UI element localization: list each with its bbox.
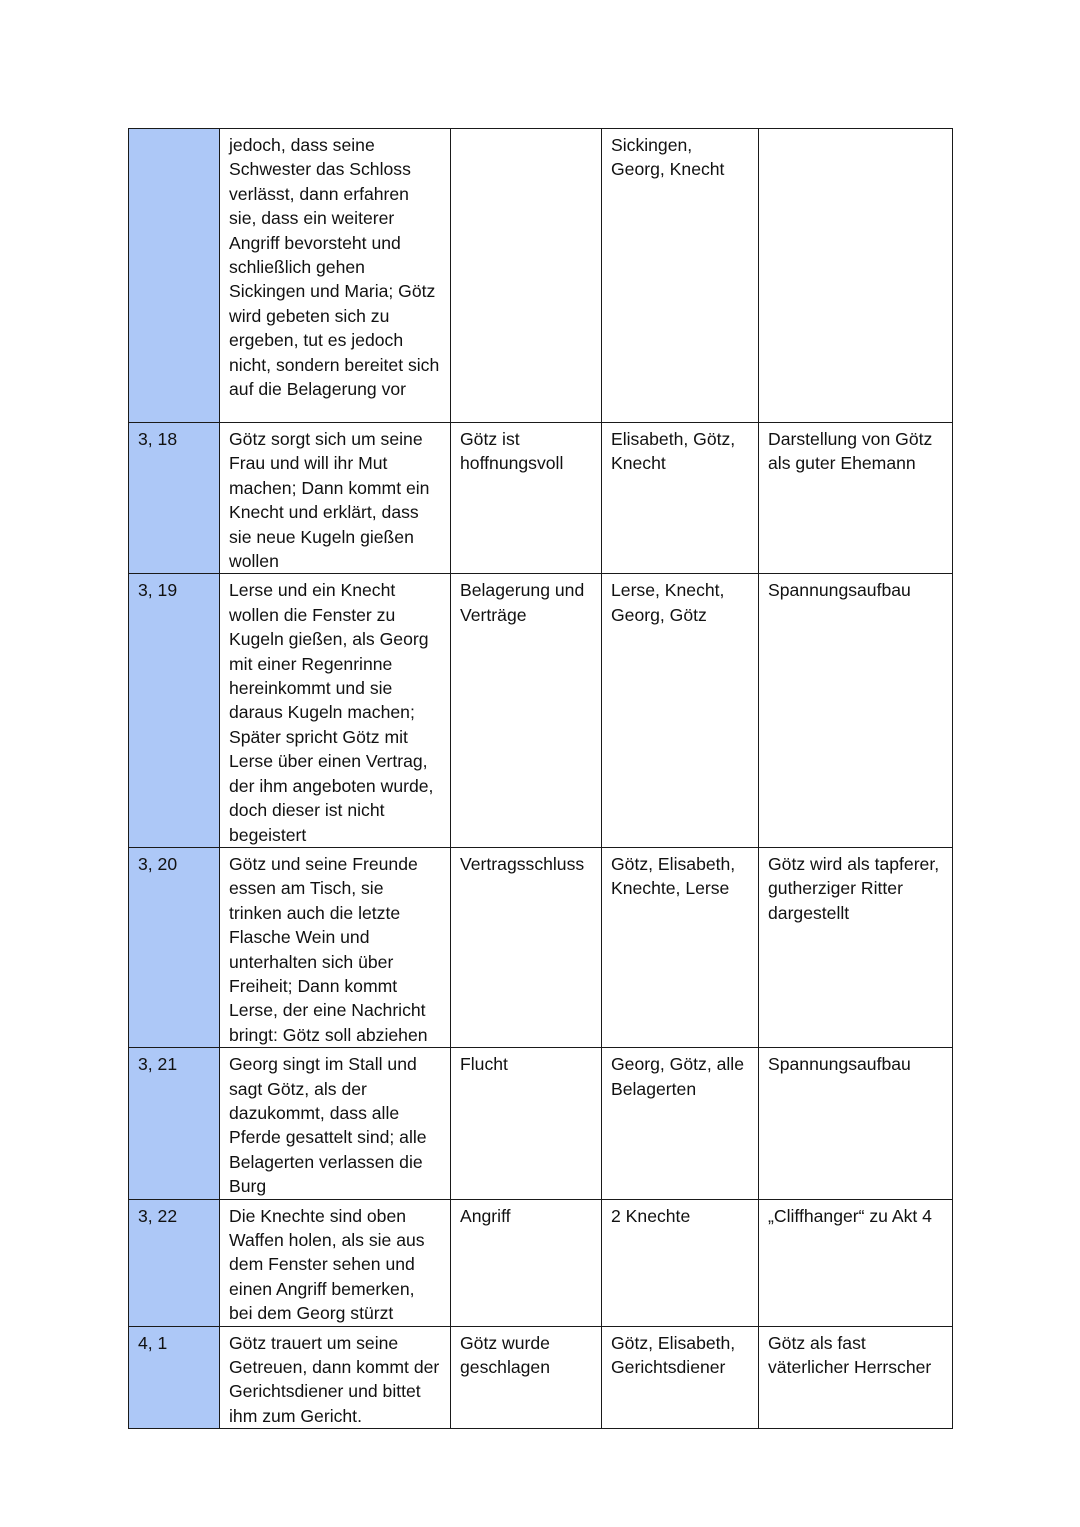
summary-cell bbox=[220, 847, 451, 1047]
table-row bbox=[129, 1199, 953, 1326]
table-row bbox=[129, 574, 953, 847]
characters-text: Götz, Elisabeth, Gerichtsdiener bbox=[611, 1332, 736, 1378]
table-row bbox=[129, 1048, 953, 1199]
summary-cell bbox=[220, 574, 451, 847]
characters-cell bbox=[602, 1048, 759, 1199]
scene-number-cell bbox=[129, 847, 220, 1047]
summary-cell bbox=[220, 423, 451, 574]
comment-cell bbox=[759, 847, 953, 1047]
summary-text: Lerse und ein Knecht wollen die Fenster zu Kugeln gießen, als Georg mit einer Regenrinne hereinkommt und sie daraus Kugeln machen; Später spricht Götz mit Lerse über einen Vertrag, der ihm angeboten wurde, doch dieser ist nicht begeistert bbox=[229, 580, 434, 845]
table-row bbox=[129, 423, 953, 574]
summary-text: Götz trauert um seine Getreuen, dann kommt der Gerichtsdiener und bittet ihm zum Gericht. bbox=[229, 1332, 440, 1426]
comment-cell bbox=[759, 423, 953, 574]
theme-cell bbox=[451, 423, 602, 574]
characters-cell bbox=[602, 1326, 759, 1429]
scene-number: 3, 22 bbox=[138, 1205, 178, 1226]
theme-cell bbox=[451, 129, 602, 423]
summary-cell bbox=[220, 1048, 451, 1199]
scene-number: 4, 1 bbox=[138, 1332, 168, 1353]
comment-cell bbox=[759, 129, 953, 423]
comment-cell bbox=[759, 1326, 953, 1429]
theme-cell bbox=[451, 574, 602, 847]
theme-text: Götz wurde geschlagen bbox=[460, 1332, 550, 1378]
theme-cell bbox=[451, 1048, 602, 1199]
scene-number: 3, 18 bbox=[138, 429, 178, 449]
comment-cell bbox=[759, 1199, 953, 1326]
theme-text: Götz ist hoffnungsvoll bbox=[460, 429, 564, 474]
summary-cell bbox=[220, 1326, 451, 1429]
characters-cell bbox=[602, 574, 759, 847]
scene-number-cell bbox=[129, 1326, 220, 1429]
comment-text: Götz als fast väterlicher Herrscher bbox=[768, 1332, 932, 1378]
theme-text: Angriff bbox=[460, 1205, 511, 1226]
table-row bbox=[129, 847, 953, 1047]
comment-cell bbox=[759, 574, 953, 847]
characters-text: Götz, Elisabeth, Knechte, Lerse bbox=[611, 853, 736, 899]
comment-text: Darstellung von Götz als guter Ehemann bbox=[768, 429, 933, 474]
scene-number: 3, 20 bbox=[138, 853, 178, 874]
scene-number-cell bbox=[129, 1048, 220, 1199]
summary-text: Götz und seine Freunde essen am Tisch, sie trinken auch die letzte Flasche Wein und unterhalten sich über Freiheit; Dann kommt Lerse, der eine Nachricht bringt: Götz soll abziehen bbox=[229, 853, 428, 1045]
theme-text: Flucht bbox=[460, 1054, 508, 1075]
comment-cell bbox=[759, 1048, 953, 1199]
scene-number-cell bbox=[129, 423, 220, 574]
scene-number: 3, 21 bbox=[138, 1054, 178, 1075]
scene-number-cell bbox=[129, 1199, 220, 1326]
summary-cell bbox=[220, 129, 451, 423]
characters-text: Sickingen, Georg, Knecht bbox=[611, 135, 725, 180]
scene-number-cell bbox=[129, 574, 220, 847]
theme-cell bbox=[451, 1199, 602, 1326]
summary-cell bbox=[220, 1199, 451, 1326]
table-row bbox=[129, 1326, 953, 1429]
summary-text: Georg singt im Stall und sagt Götz, als der dazukommt, dass alle Pferde gesattelt sind; alle Belagerten verlassen die Burg bbox=[229, 1054, 427, 1197]
comment-text: „Cliffhanger“ zu Akt 4 bbox=[768, 1205, 932, 1226]
characters-text: Elisabeth, Götz, Knecht bbox=[611, 429, 736, 474]
characters-text: Georg, Götz, alle Belagerten bbox=[611, 1054, 744, 1099]
characters-cell bbox=[602, 129, 759, 423]
scene-number: 3, 19 bbox=[138, 580, 178, 601]
characters-text: Lerse, Knecht, Georg, Götz bbox=[611, 580, 725, 625]
summary-text: Götz sorgt sich um seine Frau und will ihr Mut machen; Dann kommt ein Knecht und erklärt, dass sie neue Kugeln gießen wollen bbox=[229, 429, 430, 572]
scene-table bbox=[128, 128, 953, 1429]
theme-text: Vertragsschluss bbox=[460, 853, 585, 874]
table-row bbox=[129, 129, 953, 423]
theme-cell bbox=[451, 1326, 602, 1429]
scene-number-cell bbox=[129, 129, 220, 423]
comment-text: Spannungsaufbau bbox=[768, 1054, 911, 1075]
theme-cell bbox=[451, 847, 602, 1047]
characters-cell bbox=[602, 847, 759, 1047]
summary-text: jedoch, dass seine Schwester das Schloss verlässt, dann erfahren sie, dass ein weiterer Angriff bevorsteht und schließlich gehen Sickingen und Maria; Götz wird gebeten sich zu ergeben, tut es jedoch nicht, sondern bereitet sich auf die Belagerung vor bbox=[229, 135, 440, 400]
characters-cell bbox=[602, 1199, 759, 1326]
comment-text: Spannungsaufbau bbox=[768, 580, 911, 601]
summary-text: Die Knechte sind oben Waffen holen, als sie aus dem Fenster sehen und einen Angriff bemerken, bei dem Georg stürzt bbox=[229, 1205, 425, 1324]
theme-text: Belagerung und Verträge bbox=[460, 580, 585, 625]
comment-text: Götz wird als tapferer, gutherziger Ritter dargestellt bbox=[768, 853, 940, 923]
characters-cell bbox=[602, 423, 759, 574]
characters-text: 2 Knechte bbox=[611, 1205, 691, 1226]
